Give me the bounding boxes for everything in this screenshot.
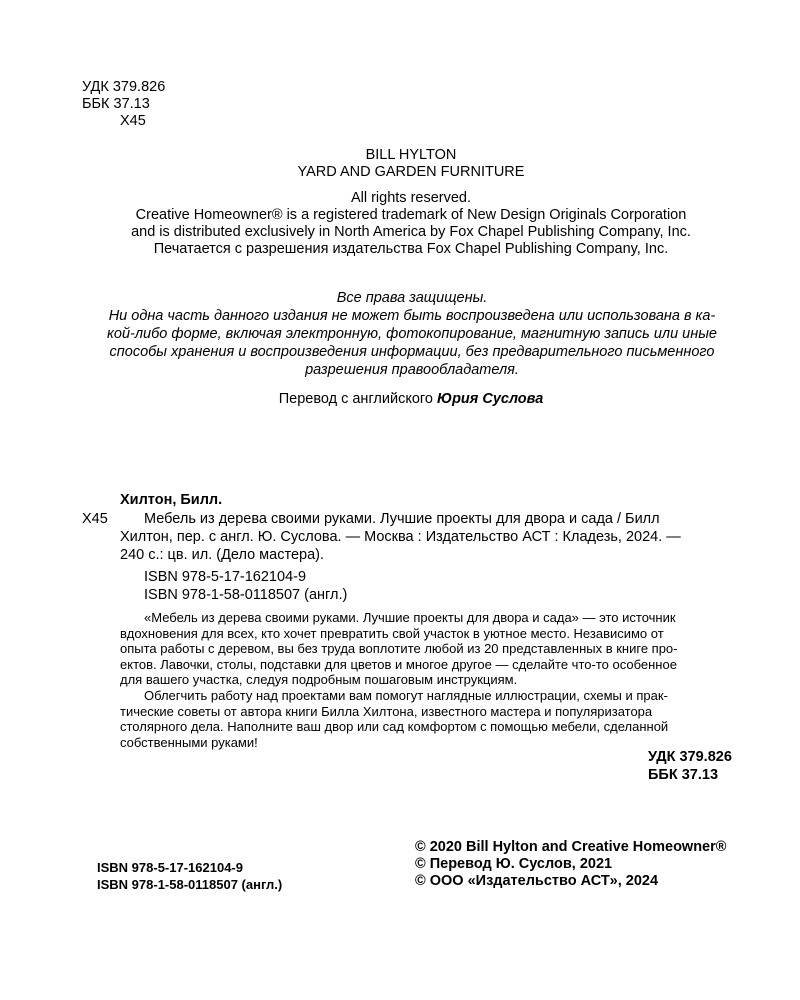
- bibliographic-description: [120, 510, 744, 564]
- copyright-line: © Перевод Ю. Суслов, 2021: [415, 856, 613, 872]
- rights-ru-line: кой-либо форме, включая электронную, фотокопирование, магнитную запись или иные: [107, 326, 717, 342]
- annotation-line: столярного дела. Наполните ваш двор или сад комфортом с помощью мебели, сделанной: [120, 719, 669, 735]
- isbn-bottom-ru: ISBN 978-5-17-162104-9: [97, 860, 243, 875]
- rights-line: All rights reserved.: [350, 190, 472, 206]
- original-author: BILL HYLTON: [365, 147, 457, 163]
- bbk-code: ББК 37.13: [82, 96, 150, 112]
- rights-en-block: [100, 190, 722, 258]
- rights-ru-block: [88, 289, 736, 379]
- original-title: YARD AND GARDEN FURNITURE: [297, 164, 525, 180]
- isbn-ru: ISBN 978-5-17-162104-9: [144, 569, 307, 585]
- isbn-en: ISBN 978-1-58-0118507 (англ.): [144, 587, 348, 603]
- original-title-block: [100, 147, 722, 181]
- rights-line: and is distributed exclusively in North America by Fox Chapel Publishing Company, Inc.: [131, 224, 691, 240]
- bibliographic-author: Хилтон, Билл.: [120, 492, 223, 508]
- rights-line: Creative Homeowner® is a registered trademark of New Design Originals Corporation: [135, 207, 687, 223]
- copyright-notices: [415, 839, 726, 890]
- biblio-line: Хилтон, пер. с англ. Ю. Суслова. — Москва : Издательство АСТ : Кладезь, 2024. —: [120, 529, 681, 545]
- bibliographic-code: Х45: [82, 511, 108, 527]
- annotation-line: опыта работы с деревом, вы без труда воплотите любой из 20 представленных в книге про-: [120, 641, 678, 657]
- rights-ru-line: Все права защищены.: [336, 290, 488, 306]
- translator-name: Юрия Суслова: [436, 391, 544, 407]
- biblio-line: Мебель из дерева своими руками. Лучшие проекты для двора и сада / Билл: [144, 511, 660, 527]
- annotation-line: ектов. Лавочки, столы, подставки для цветов и многое другое — сделайте что-то особенное: [120, 656, 677, 672]
- isbn-list: [144, 568, 347, 604]
- isbn-bottom-en: ISBN 978-1-58-0118507 (англ.): [97, 877, 283, 892]
- annotation-line: тические советы от автора книги Билла Хилтона, известного мастера и популяризатора: [120, 703, 653, 719]
- classification-block: [82, 79, 165, 130]
- copyright-line: © ООО «Издательство АСТ», 2024: [415, 873, 659, 889]
- udk-code-right: УДК 379.826: [648, 749, 732, 765]
- annotation-line: «Мебель из дерева своими руками. Лучшие проекты для двора и сада» — это источник: [144, 610, 676, 625]
- annotation: [120, 610, 744, 750]
- rights-line: Печатается с разрешения издательства Fox Chapel Publishing Company, Inc.: [153, 241, 669, 257]
- bbk-code-right: ББК 37.13: [648, 767, 719, 783]
- annotation-line: Облегчить работу над проектами вам помогут наглядные иллюстрации, схемы и прак-: [144, 687, 668, 703]
- udk-code: УДК 379.826: [82, 79, 166, 95]
- annotation-line: собственными руками!: [120, 734, 258, 750]
- biblio-line: 240 с.: цв. ил. (Дело мастера).: [120, 547, 324, 563]
- annotation-line: для вашего участка, следуя подробным пошаговым инструкциям.: [120, 672, 518, 688]
- translation-prefix: Перевод с английского: [278, 391, 437, 407]
- rights-ru-line: разрешения правообладателя.: [305, 362, 519, 378]
- classification-right: [648, 748, 732, 784]
- copyright-line: © 2020 Bill Hylton and Creative Homeowner®: [415, 839, 727, 855]
- isbn-bottom: [97, 859, 282, 893]
- rights-ru-line: способы хранения и воспроизведения информации, без предварительного письменного: [109, 344, 715, 360]
- rights-ru-line: Ни одна часть данного издания не может быть воспроизведена или использована в ка-: [108, 308, 716, 324]
- author-sign: Х45: [120, 113, 146, 129]
- translation-credit: [100, 390, 722, 408]
- annotation-line: вдохновения для всех, кто хочет превратить свой участок в уютное место. Независимо от: [120, 625, 664, 641]
